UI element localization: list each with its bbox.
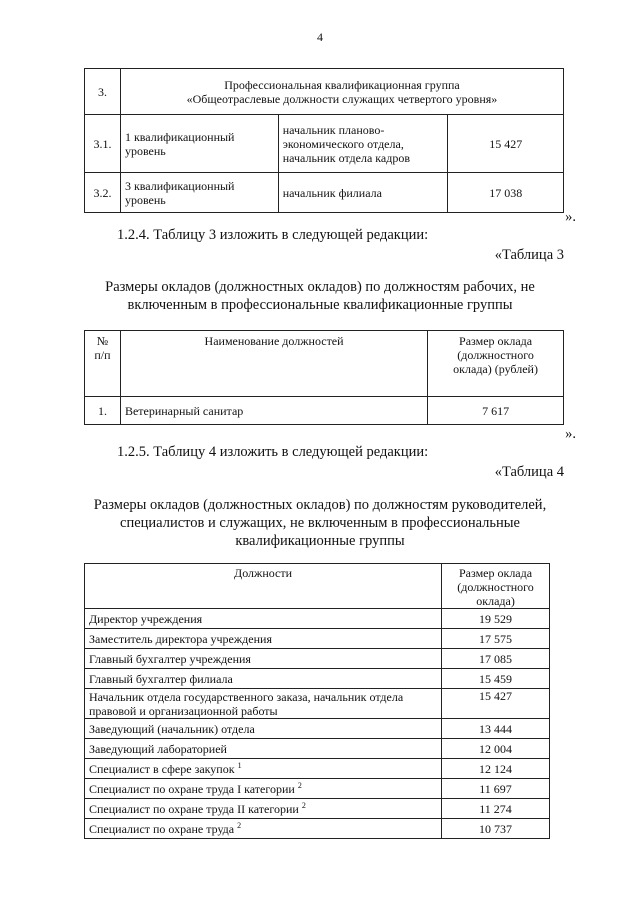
table-row <box>85 779 550 799</box>
group-num: 3. <box>85 69 121 115</box>
position-line: экономического отдела, <box>282 136 404 151</box>
position-line: начальник отдела кадров <box>282 150 411 165</box>
salary-value: 17 575 <box>442 629 550 649</box>
page-number: 4 <box>317 30 323 44</box>
salary-value: 10 737 <box>442 819 550 839</box>
position-line: начальник планово- <box>282 122 385 137</box>
position-name: Ветеринарный санитар <box>120 397 427 425</box>
position-name: Заведующий лабораторией <box>85 739 442 759</box>
group-title-line: Профессиональная квалификационная группа <box>224 77 460 92</box>
salary-value: 12 124 <box>442 759 550 779</box>
table-3-title-line: Размеры окладов (должностных окладов) по должностям рабочих, не <box>105 279 535 295</box>
table-3-title <box>0 278 640 314</box>
position-name-with-footnote <box>85 819 442 839</box>
table-2-closing-quote: ». <box>565 209 576 225</box>
group-title-line: «Общеотраслевые должности служащих четвертого уровня» <box>186 91 498 106</box>
header-salary <box>428 331 564 397</box>
qualification-level <box>120 173 278 213</box>
header-num <box>85 331 121 397</box>
position-name: начальник филиала <box>278 173 448 213</box>
header-salary-line: Размер оклада <box>459 566 533 580</box>
position-name-with-footnote <box>85 779 442 799</box>
table-3-closing-quote: ». <box>565 426 576 442</box>
header-num-line: № <box>96 334 109 348</box>
level-line: уровень <box>124 192 166 207</box>
position-name-with-footnote <box>85 799 442 819</box>
header-positions: Должности <box>85 564 442 609</box>
table-row <box>85 719 550 739</box>
table-row <box>85 669 550 689</box>
position-name-line: правовой и организационной работы <box>89 703 278 718</box>
table-header-row <box>85 331 564 397</box>
table-row <box>85 609 550 629</box>
footnote-marker: 2 <box>297 780 302 790</box>
salary-value: 15 459 <box>442 669 550 689</box>
table-row <box>85 173 564 213</box>
row-num: 1. <box>85 397 121 425</box>
paragraph-1-2-5: 1.2.5. Таблицу 4 изложить в следующей редакции: <box>117 444 429 460</box>
header-salary-line: (должностного <box>457 348 534 362</box>
header-salary <box>442 564 550 609</box>
table-row <box>85 397 564 425</box>
header-num-line: п/п <box>94 348 111 362</box>
position-name: Директор учреждения <box>85 609 442 629</box>
table-3-title-line: включенным в профессиональные квалификационные группы <box>127 297 513 313</box>
group-title <box>120 69 563 115</box>
table-4-title-line: Размеры окладов (должностных окладов) по должностям руководителей, <box>93 497 547 513</box>
table-4-title-line: квалификационные группы <box>235 533 405 549</box>
header-position-name: Наименование должностей <box>120 331 427 397</box>
salary-value: 17 085 <box>442 649 550 669</box>
salary-value: 11 274 <box>442 799 550 819</box>
position-name-with-footnote <box>85 759 442 779</box>
row-num: 3.1. <box>85 115 121 173</box>
footnote-marker: 2 <box>237 820 242 830</box>
table-4-title <box>0 496 640 550</box>
table-header-row <box>85 564 550 609</box>
table-row <box>85 69 564 115</box>
footnote-marker: 2 <box>301 800 306 810</box>
salary-value: 19 529 <box>442 609 550 629</box>
paragraph-1-2-4: 1.2.4. Таблицу 3 изложить в следующей редакции: <box>117 227 429 243</box>
position-name: Специалист в сфере закупок <box>89 761 235 776</box>
table-row <box>85 689 550 719</box>
table-4-title-line: специалистов и служащих, не включенным в профессиональные <box>120 515 520 531</box>
position-name: Заведующий (начальник) отдела <box>85 719 442 739</box>
header-salary-line: оклада) (рублей) <box>453 362 538 376</box>
table-3 <box>84 330 564 425</box>
table-row <box>85 799 550 819</box>
table-2-continued <box>84 68 564 213</box>
row-num: 3.2. <box>85 173 121 213</box>
position-names <box>278 115 448 173</box>
position-name-line: Начальник отдела государственного заказа, начальник отдела <box>89 689 404 704</box>
table-row <box>85 739 550 759</box>
header-salary-line: оклада) <box>476 594 515 608</box>
footnote-marker: 1 <box>237 760 242 770</box>
header-salary-line: Размер оклада <box>459 334 533 348</box>
salary-value: 13 444 <box>442 719 550 739</box>
position-name: Специалист по охране труда II категории <box>89 801 299 816</box>
position-name: Главный бухгалтер учреждения <box>85 649 442 669</box>
level-line: 1 квалификационный <box>124 129 235 144</box>
table-row <box>85 759 550 779</box>
table-row <box>85 819 550 839</box>
table-4 <box>84 563 550 839</box>
position-name: Специалист по охране труда <box>89 821 235 836</box>
header-salary-line: (должностного <box>457 580 534 594</box>
salary-value: 11 697 <box>442 779 550 799</box>
table-row <box>85 649 550 669</box>
position-name: Главный бухгалтер филиала <box>85 669 442 689</box>
position-name: Заместитель директора учреждения <box>85 629 442 649</box>
level-line: 3 квалификационный <box>124 178 235 193</box>
salary-value: 7 617 <box>428 397 564 425</box>
level-line: уровень <box>124 143 166 158</box>
table-row <box>85 115 564 173</box>
salary-value: 17 038 <box>448 173 564 213</box>
table-row <box>85 629 550 649</box>
table-4-label: «Таблица 4 <box>494 464 564 480</box>
salary-value: 15 427 <box>448 115 564 173</box>
table-3-label: «Таблица 3 <box>494 247 564 263</box>
position-name <box>85 689 442 719</box>
qualification-level <box>120 115 278 173</box>
salary-value: 15 427 <box>442 689 550 719</box>
position-name: Специалист по охране труда I категории <box>89 781 295 796</box>
salary-value: 12 004 <box>442 739 550 759</box>
